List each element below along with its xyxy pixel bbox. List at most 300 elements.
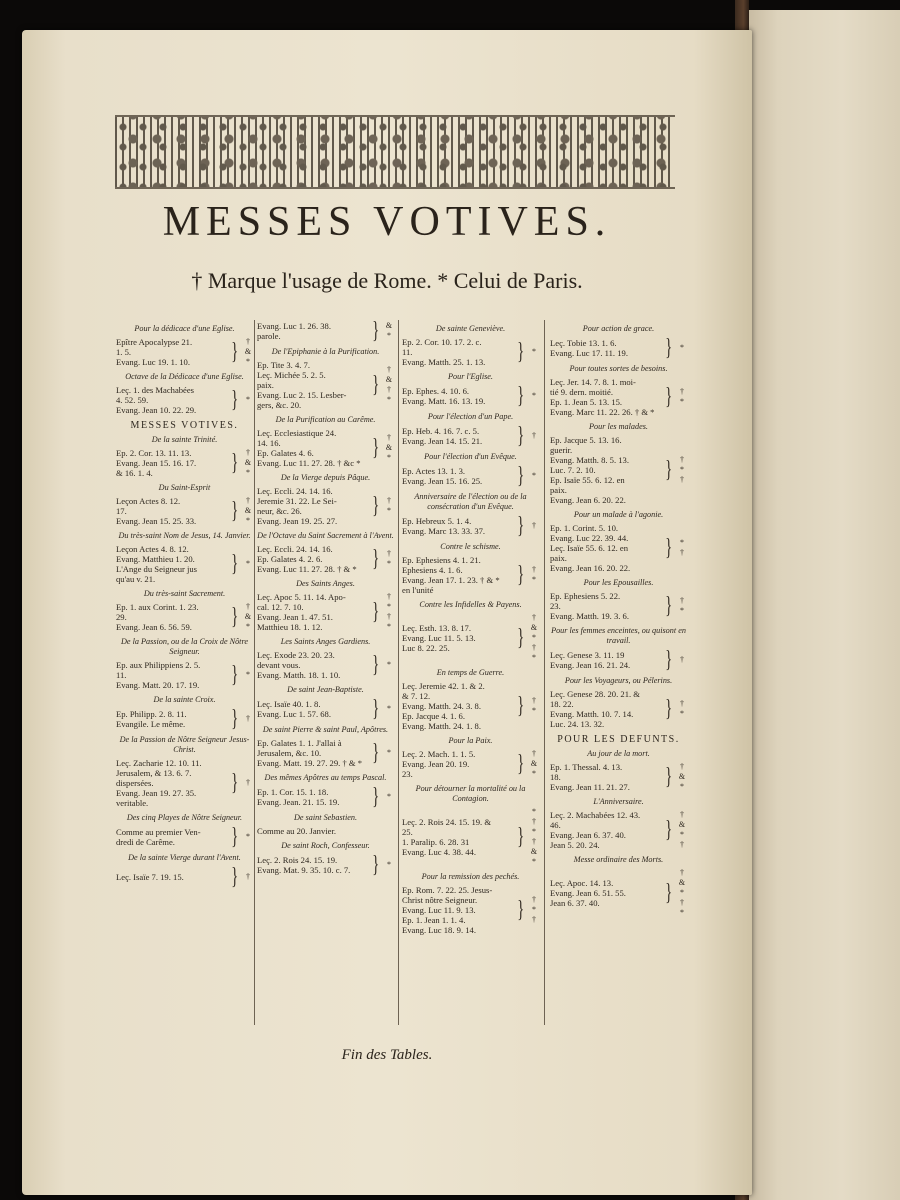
reading-lines xyxy=(257,321,368,341)
reading-line: Evang. Jean 15. 16. 17. xyxy=(116,458,197,468)
reading-line: Leç. 2. Machabées 12. 43. xyxy=(550,810,641,820)
reading-lines xyxy=(402,426,513,446)
reading-line: Leç. Isaïe 7. 19. 15. xyxy=(116,872,184,882)
reading-line: 11. xyxy=(402,347,413,357)
reading-entry xyxy=(402,681,539,731)
section-heading: Pour les malades. xyxy=(589,422,648,431)
reading-line: Evang. Jean 16. 21. 24. xyxy=(550,660,631,670)
reading-entry xyxy=(257,650,394,680)
reading-line: & 7. 12. xyxy=(402,691,431,701)
book-page xyxy=(22,30,752,1195)
reading-lines xyxy=(116,602,227,632)
section-heading: Pour les femmes enceintes, ou quisont en travail. xyxy=(551,626,686,645)
usage-mark: † xyxy=(246,602,250,611)
reading-line: Evang. Jean 17. 1. 23. † & * xyxy=(402,575,500,585)
reading-lines xyxy=(402,681,513,731)
usage-marks xyxy=(677,810,687,850)
reading-line: Evang. Luc 2. 15. Lesber- xyxy=(257,390,347,400)
reading-line: Leç. Ecclesiastique 24. xyxy=(257,428,337,438)
reading-line: Leç. Jeremie 42. 1. & 2. xyxy=(402,681,485,691)
brace-glyph: } xyxy=(517,751,525,777)
brace-glyph: } xyxy=(231,387,239,413)
usage-marks xyxy=(243,832,253,842)
usage-mark: & xyxy=(385,443,393,452)
reading-entry xyxy=(402,385,539,407)
brace-glyph: } xyxy=(231,450,239,476)
reading-line: Evang. Jean 6. 20. 22. xyxy=(550,495,626,505)
section-heading: De la sainte Vierge durant l'Avent. xyxy=(128,853,241,862)
reading-entry xyxy=(257,854,394,876)
usage-marks xyxy=(677,699,687,719)
reading-line: 46. xyxy=(550,820,561,830)
section-heading: De l'Octave du Saint Sacrement à l'Avent. xyxy=(257,531,394,540)
usage-mark: & xyxy=(385,321,393,330)
reading-line: Evang. Jean 1. 47. 51. xyxy=(257,612,333,622)
usage-mark: * xyxy=(246,357,250,366)
reading-line: Ep. Galates 4. 2. 6. xyxy=(257,554,323,564)
reading-line: paix. xyxy=(550,485,567,495)
usage-marks xyxy=(384,496,394,516)
page-title: MESSES VOTIVES. xyxy=(162,199,612,245)
reading-line: Ep. Ephes. 4. 10. 6. xyxy=(402,386,470,396)
reading-line: 23. xyxy=(402,769,413,779)
usage-mark: † xyxy=(387,365,391,374)
brace-glyph: } xyxy=(231,604,239,630)
usage-mark: † xyxy=(246,872,250,881)
usage-mark: † & * xyxy=(530,613,538,642)
usage-mark: * xyxy=(246,622,250,631)
reading-line: Evang. Mat. 9. 35. 10. c. 7. xyxy=(257,865,351,875)
reading-line: Evang. Jean 10. 22. 29. xyxy=(116,405,197,415)
reading-lines xyxy=(550,762,661,792)
brace-glyph: } xyxy=(517,824,525,850)
reading-entry xyxy=(402,613,539,663)
reading-lines xyxy=(116,496,227,526)
reading-line: tié 9. dern. moitié. xyxy=(550,387,614,397)
usage-marks xyxy=(529,696,539,716)
reading-line: Ep. Tite 3. 4. 7. xyxy=(257,360,311,370)
reading-entry xyxy=(550,435,687,505)
section-heading: De saint Pierre & saint Paul, Apôtres. xyxy=(262,725,389,734)
reading-line: Leç. 2. Mach. 1. 1. 5. xyxy=(402,749,476,759)
section-heading: De l'Epiphanie à la Purification. xyxy=(271,347,380,356)
usage-mark: * xyxy=(387,602,391,611)
brace-glyph: } xyxy=(372,435,380,461)
reading-lines xyxy=(402,885,513,935)
reading-entry xyxy=(116,826,253,848)
reading-line: neur, &c. 26. xyxy=(257,506,302,516)
brace-glyph: } xyxy=(372,652,380,678)
brace-glyph: } xyxy=(372,318,380,344)
reading-entry xyxy=(402,885,539,935)
reading-line: Evang. Luc 11. 5. 13. xyxy=(402,633,476,643)
usage-marks xyxy=(384,549,394,569)
reading-line: Leç. Tobie 13. 1. 6. xyxy=(550,338,617,348)
reading-line: Ep. Actes 13. 1. 3. xyxy=(402,466,466,476)
usage-marks xyxy=(384,365,394,405)
reading-line: Evang. Matt. 20. 17. 19. xyxy=(116,680,200,690)
brace-glyph: } xyxy=(517,339,525,365)
reading-entry xyxy=(257,592,394,632)
brace-glyph: } xyxy=(517,383,525,409)
usage-mark: * xyxy=(246,559,250,568)
text-column-1 xyxy=(116,320,253,893)
brace-glyph: } xyxy=(372,546,380,572)
usage-mark: * xyxy=(246,468,250,477)
reading-entry xyxy=(257,428,394,468)
reading-line: Evangile. Le même. xyxy=(116,719,186,729)
brace-glyph: } xyxy=(231,662,239,688)
usage-mark: * xyxy=(387,748,391,757)
reading-entry xyxy=(116,337,253,367)
reading-lines xyxy=(550,650,661,670)
usage-marks xyxy=(243,448,253,478)
reading-lines xyxy=(116,758,227,808)
reading-line: 1. Paralip. 6. 28. 31 xyxy=(402,837,470,847)
reading-entry xyxy=(116,496,253,526)
reading-entry xyxy=(550,523,687,573)
usage-marks xyxy=(529,471,539,481)
reading-line: Evang. Jean 19. 25. 27. xyxy=(257,516,338,526)
reading-line: Evang. Jean 15. 16. 25. xyxy=(402,476,483,486)
brace-glyph: } xyxy=(231,706,239,732)
section-heading: Du Saint-Esprit xyxy=(158,483,211,492)
reading-line: Evang. Marc 13. 33. 37. xyxy=(402,526,486,536)
reading-line: Leç. Michée 5. 2. 5. xyxy=(257,370,326,380)
usage-marks xyxy=(529,565,539,585)
usage-marks xyxy=(384,860,394,870)
reading-lines xyxy=(257,428,368,468)
brace-glyph: } xyxy=(665,384,673,410)
usage-mark: * xyxy=(532,471,536,480)
section-heading: De saint Jean-Baptiste. xyxy=(287,685,364,694)
reading-line: Ep. Ephesiens 4. 1. 21. xyxy=(402,555,481,565)
usage-mark: † xyxy=(387,612,391,621)
usage-mark: & xyxy=(244,612,252,621)
reading-entry xyxy=(550,649,687,671)
reading-line: Jerusalem, & 13. 6. 7. xyxy=(116,768,192,778)
usage-mark: & xyxy=(244,347,252,356)
reading-entry xyxy=(402,465,539,487)
usage-mark: * xyxy=(680,538,684,547)
usage-marks xyxy=(677,538,687,558)
reading-entry xyxy=(257,544,394,574)
text-column-4 xyxy=(550,320,687,923)
usage-marks xyxy=(384,321,394,341)
reading-entry xyxy=(402,807,539,867)
reading-lines xyxy=(550,591,661,621)
reading-lines xyxy=(257,826,394,836)
reading-lines xyxy=(116,448,227,478)
section-heading: De la sainte Trinité. xyxy=(151,435,218,444)
reading-line: Evang. Jean 14. 15. 21. xyxy=(402,436,483,446)
brace-glyph: } xyxy=(231,770,239,796)
reading-line: Evang. Matt. 16. 13. 19. xyxy=(402,396,486,406)
reading-entry xyxy=(257,738,394,768)
reading-line: cal. 12. 7. 10. xyxy=(257,602,304,612)
usage-mark: & xyxy=(244,506,252,515)
reading-lines xyxy=(550,435,661,505)
reading-line: L'Ange du Seigneur jus xyxy=(116,564,198,574)
reading-line: 25. xyxy=(402,827,413,837)
usage-mark: * xyxy=(532,769,536,778)
usage-marks xyxy=(384,592,394,632)
reading-line: Evang. Jean 6. 51. 55. xyxy=(550,888,626,898)
usage-mark: † xyxy=(680,548,684,557)
usage-mark: † xyxy=(532,915,536,924)
reading-entry xyxy=(550,337,687,359)
section-heading: POUR LES DEFUNTS. xyxy=(557,734,680,745)
brace-glyph: } xyxy=(231,864,239,890)
reading-line: Comme au premier Ven- xyxy=(116,827,201,837)
usage-marks xyxy=(384,660,394,670)
reading-line: Ep. 1. Jean 5. 13. 15. xyxy=(550,397,623,407)
usage-marks xyxy=(677,596,687,616)
brace-glyph: } xyxy=(665,647,673,673)
usage-marks xyxy=(384,748,394,758)
reading-entry xyxy=(402,515,539,537)
usage-mark: † xyxy=(532,431,536,440)
section-heading: Pour l'Eglise. xyxy=(448,372,493,381)
reading-line: parole. xyxy=(257,331,281,341)
reading-lines xyxy=(550,689,661,729)
brace-glyph: } xyxy=(372,493,380,519)
reading-line: Evang. Jean 6. 56. 59. xyxy=(116,622,192,632)
reading-line: Ep. 1. Thessal. 4. 13. xyxy=(550,762,623,772)
usage-marks xyxy=(384,433,394,463)
reading-entry xyxy=(550,689,687,729)
reading-lines xyxy=(257,738,368,768)
reading-line: Leç. 2. Rois 24. 15. 19. xyxy=(257,855,338,865)
section-heading: Pour la remission des pechés. xyxy=(421,872,520,881)
reading-line: Leç. Exode 23. 20. 23. xyxy=(257,650,335,660)
reading-line: Evang. Matth. 10. 7. 14. xyxy=(550,709,634,719)
section-heading: Pour l'élection d'un Pape. xyxy=(427,412,514,421)
brace-glyph: } xyxy=(231,551,239,577)
reading-lines xyxy=(257,855,368,875)
usage-marks xyxy=(529,347,539,357)
usage-mark: * xyxy=(532,827,536,836)
reading-line: Leç. Apoc. 14. 13. xyxy=(550,878,614,888)
reading-line: Ep. Hebreux 5. 1. 4. xyxy=(402,516,472,526)
usage-marks xyxy=(529,521,539,531)
reading-line: Evang. Jean 11. 21. 27. xyxy=(550,782,630,792)
usage-mark: † xyxy=(680,762,684,771)
usage-mark: † xyxy=(680,898,684,907)
reading-lines xyxy=(402,817,513,857)
reading-line: devant vous. xyxy=(257,660,301,670)
usage-mark: † xyxy=(387,549,391,558)
reading-line: Ep. Galates 1. 1. J'allai à xyxy=(257,738,342,748)
reading-lines xyxy=(116,337,227,367)
reading-lines xyxy=(116,827,227,847)
ornamental-header-band xyxy=(115,115,675,189)
usage-marks xyxy=(529,807,539,867)
usage-mark: † xyxy=(680,840,684,849)
reading-line: Ep. 2. Cor. 10. 17. 2. c. xyxy=(402,337,482,347)
usage-mark: † xyxy=(387,385,391,394)
reading-entry xyxy=(257,698,394,720)
usage-mark: * xyxy=(387,559,391,568)
reading-line: Evang. Luc 18. 9. 14. xyxy=(402,925,476,935)
usage-mark: * xyxy=(680,709,684,718)
usage-marks xyxy=(529,391,539,401)
reading-line: Ep. Rom. 7. 22. 25. Jesus- xyxy=(402,885,493,895)
section-heading: De la sainte Croix. xyxy=(153,695,216,704)
reading-line: Evang. Luc 17. 11. 19. xyxy=(550,348,628,358)
reading-line: guerir. xyxy=(550,445,573,455)
section-heading: De la Passion de Nôtre Seigneur Jesus-Christ. xyxy=(119,735,250,754)
reading-lines xyxy=(402,516,513,536)
reading-line: Luc. 7. 2. 10. xyxy=(550,465,596,475)
reading-line: Evang. Jean 6. 37. 40. xyxy=(550,830,626,840)
usage-mark: † xyxy=(680,455,684,464)
usage-marks xyxy=(243,670,253,680)
section-heading: Du très-saint Sacrement. xyxy=(143,589,226,598)
reading-line: Leç. Eccli. 24. 14. 16. xyxy=(257,544,333,554)
usage-marks xyxy=(384,792,394,802)
section-heading: Pour les Epousailles. xyxy=(583,578,654,587)
reading-line: Jean 5. 20. 24. xyxy=(550,840,600,850)
brace-glyph: } xyxy=(517,693,525,719)
reading-entry xyxy=(402,337,539,367)
section-heading: Pour toutes sortes de besoins. xyxy=(569,364,668,373)
section-heading: Contre les Infidelles & Payens. xyxy=(419,600,522,609)
reading-line: Evang. Matt. 19. 27. 29. † & * xyxy=(257,758,363,768)
reading-line: paix. xyxy=(257,380,274,390)
reading-entry xyxy=(257,360,394,410)
reading-line: Luc. 24. 13. 32. xyxy=(550,719,605,729)
reading-line: 17. xyxy=(116,506,127,516)
reading-line: 1. 5. xyxy=(116,347,132,357)
usage-mark: † xyxy=(680,655,684,664)
reading-line: Evang. Jean. 21. 15. 19. xyxy=(257,797,340,807)
section-heading: Des mêmes Apôtres au temps Pascal. xyxy=(264,773,387,782)
reading-line: Evang. Jean 15. 25. 33. xyxy=(116,516,197,526)
reading-lines xyxy=(550,338,661,358)
reading-line: Leç. Genese 3. 11. 19 xyxy=(550,650,625,660)
reading-line: Evang. Luc 19. 1. 10. xyxy=(116,357,190,367)
reading-lines xyxy=(116,709,227,729)
usage-mark: † xyxy=(387,433,391,442)
reading-line: Ep. Jacque 4. 1. 6. xyxy=(402,711,466,721)
usage-mark: † xyxy=(387,592,391,601)
reading-entry xyxy=(116,602,253,632)
reading-entry xyxy=(402,749,539,779)
reading-lines xyxy=(257,486,368,526)
usage-mark: * xyxy=(680,397,684,406)
reading-entry xyxy=(402,555,539,595)
reading-line: Evang. Luc 11. 27. 28. † &c * xyxy=(257,458,361,468)
column-divider xyxy=(254,320,255,1025)
reading-line: Leç. Isaïe 40. 1. 8. xyxy=(257,699,321,709)
section-heading: Pour la dédicace d'une Eglise. xyxy=(134,324,235,333)
usage-mark: * xyxy=(387,860,391,869)
brace-glyph: } xyxy=(372,784,380,810)
reading-line: Evang. Luc 11. 9. 13. xyxy=(402,905,476,915)
reading-lines xyxy=(116,544,227,584)
reading-line: Leç. Eccli. 24. 14. 16. xyxy=(257,486,333,496)
reading-line: Evang. Matth. 19. 3. 6. xyxy=(550,611,630,621)
usage-mark: † xyxy=(532,643,536,652)
usage-mark: & xyxy=(530,759,538,768)
reading-line: Leç. 1. des Machabées xyxy=(116,385,195,395)
reading-line: Ephesiens 4. 1. 6. xyxy=(402,565,463,575)
brace-glyph: } xyxy=(231,339,239,365)
reading-lines xyxy=(402,386,513,406)
text-column-2 xyxy=(257,320,394,881)
reading-entry xyxy=(116,448,253,478)
reading-lines xyxy=(257,650,368,680)
usage-mark: * xyxy=(387,395,391,404)
usage-marks xyxy=(529,613,539,663)
section-heading: MESSES VOTIVES. xyxy=(130,420,239,431)
section-heading: De saint Sebastien. xyxy=(294,813,357,822)
reading-line: & 16. 1. 4. xyxy=(116,468,153,478)
reading-line: 11. xyxy=(116,670,127,680)
reading-lines xyxy=(550,523,661,573)
section-heading: Les Saints Anges Gardiens. xyxy=(280,637,371,646)
usage-mark: * xyxy=(387,506,391,515)
reading-line: Jean 6. 37. 40. xyxy=(550,898,600,908)
section-heading: De saint Roch, Confesseur. xyxy=(281,841,370,850)
reading-line: paix. xyxy=(550,553,567,563)
brace-glyph: } xyxy=(372,696,380,722)
usage-marks xyxy=(677,455,687,485)
usage-mark: † xyxy=(532,895,536,904)
section-heading: Pour action de grace. xyxy=(582,324,655,333)
adjacent-page xyxy=(745,10,900,1200)
section-heading: Des cinq Playes de Nôtre Seigneur. xyxy=(126,813,243,822)
reading-lines xyxy=(116,385,227,415)
reading-line: Evang. Luc 4. 38. 44. xyxy=(402,847,476,857)
brace-glyph: } xyxy=(231,498,239,524)
reading-lines xyxy=(257,787,368,807)
section-heading: Du très-saint Nom de Jesus, 14. Janvier. xyxy=(118,531,251,540)
reading-line: Leç. Esth. 13. 8. 17. xyxy=(402,623,471,633)
reading-lines xyxy=(402,466,513,486)
reading-entry xyxy=(116,708,253,730)
reading-line: Ep. aux Philippiens 2. 5. xyxy=(116,660,201,670)
brace-glyph: } xyxy=(665,457,673,483)
usage-marks xyxy=(529,895,539,925)
section-heading: Messe ordinaire des Morts. xyxy=(573,855,664,864)
brace-glyph: } xyxy=(372,852,380,878)
reading-lines xyxy=(550,878,661,908)
brace-glyph: } xyxy=(665,535,673,561)
brace-glyph: } xyxy=(665,696,673,722)
reading-line: veritable. xyxy=(116,798,149,808)
usage-mark: † xyxy=(246,448,250,457)
page-subtitle: † Marque l'usage de Rome. * Celui de Paris. xyxy=(191,268,583,293)
section-heading: Des Saints Anges. xyxy=(296,579,355,588)
reading-lines xyxy=(257,592,368,632)
usage-marks xyxy=(529,431,539,441)
reading-line: Ep. Galates 4. 6. xyxy=(257,448,314,458)
brace-glyph: } xyxy=(665,593,673,619)
usage-mark: * xyxy=(532,575,536,584)
reading-lines xyxy=(257,699,368,719)
reading-line: Leç. Genese 28. 20. 21. & xyxy=(550,689,640,699)
section-heading: De sainte Geneviève. xyxy=(435,324,506,333)
reading-line: 18. xyxy=(550,772,561,782)
brace-glyph: } xyxy=(665,817,673,843)
reading-line: Ep. 1. Corint. 5. 10. xyxy=(550,523,619,533)
reading-line: Evang. Jean 20. 19. xyxy=(402,759,470,769)
brace-glyph: } xyxy=(517,423,525,449)
section-heading: En temps de Guerre. xyxy=(436,668,505,677)
reading-line: Evang. Luc 22. 39. 44. xyxy=(550,533,629,543)
